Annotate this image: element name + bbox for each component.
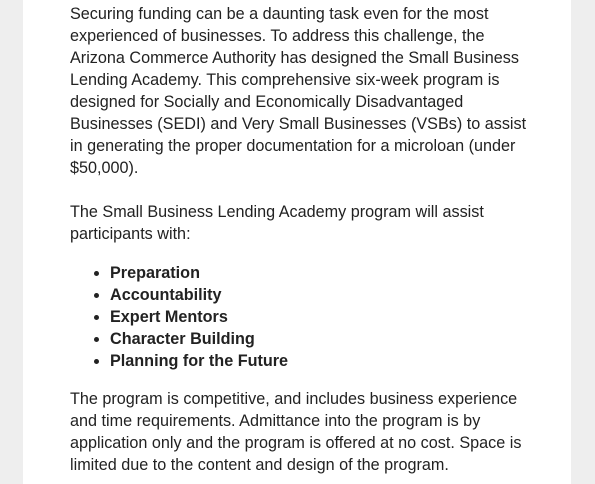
closing-paragraph: The program is competitive, and includes business experience and time requirements. Admittance into the program is by application only and the program is offered at no cost. Space is limited due to the content and design of the program.: [70, 390, 522, 474]
intro-paragraph: Securing funding can be a daunting task even for the most experienced of businesses. To address this challenge, the Arizona Commerce Authority has designed the Small Business Lending Academy. This comprehensive six-week program is designed for Socially and Economically Disadvantaged Businesses (SEDI) and Very Small Businesses (VSBs) to assist in generating the proper documentation for a microloan (under $50,000).: [70, 5, 527, 177]
list-item: • Preparation: [110, 262, 540, 284]
academy-paragraph: The Small Business Lending Academy program will assist participants with:: [70, 203, 484, 243]
list-item: • Accountability: [110, 284, 540, 306]
list-item: • Character Building: [110, 328, 540, 350]
benefits-list: [70, 262, 540, 372]
email-body: [70, 3, 540, 476]
email-card: [23, 0, 571, 484]
list-item: • Expert Mentors: [110, 306, 540, 328]
list-item: • Planning for the Future: [110, 350, 540, 372]
